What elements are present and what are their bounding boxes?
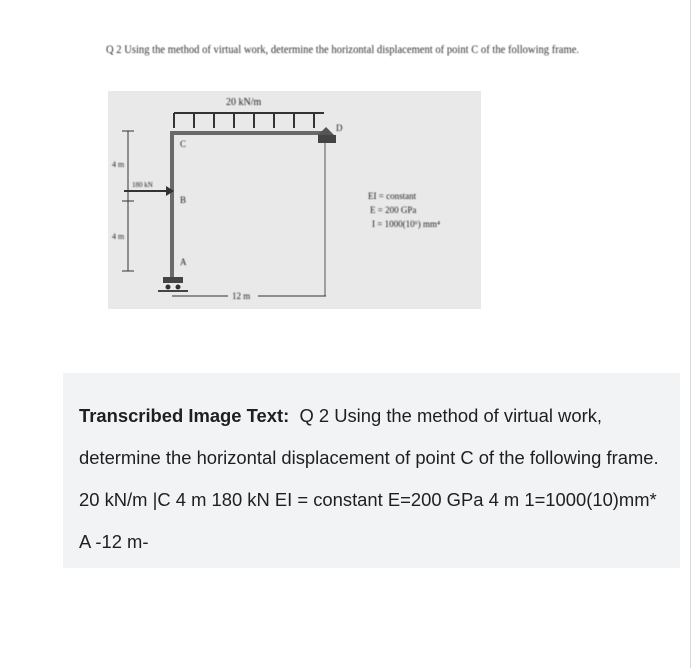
props-line-3: I = 1000(10⁶) mm⁴ — [372, 219, 441, 229]
transcribed-text-box — [63, 373, 680, 568]
question-text: Q 2 Using the method of virtual work, determine the horizontal displacement of point C of the following frame. — [106, 44, 580, 56]
transcribed-paragraph — [79, 395, 669, 563]
height-dimension — [122, 131, 134, 271]
props-line-2: E = 200 GPa — [370, 205, 417, 215]
frame-figure — [108, 91, 481, 309]
frame-members — [172, 131, 326, 281]
fixed-support-a — [158, 277, 188, 291]
point-d-label: D — [336, 123, 343, 133]
transcribed-body: Q 2 Using the method of virtual work, determine the horizontal displacement of point C of the following frame. 20 kN/m |C 4 m 180 kN EI = constant E=200 GPa 4 m 1=1000(10)mm* A -12 m- — [79, 405, 659, 552]
frame-diagram — [108, 91, 481, 309]
point-c-label: C — [180, 139, 187, 149]
load-label: 20 kN/m — [226, 97, 262, 108]
span-label: 12 m — [232, 291, 251, 301]
distributed-load-arrows — [174, 113, 324, 128]
point-load-label: 180 kN — [132, 181, 153, 189]
lower-height-label: 4 m — [112, 232, 125, 241]
upper-height-label: 4 m — [112, 160, 125, 169]
pin-support-d — [318, 127, 336, 143]
props-line-1: EI = constant — [368, 191, 417, 201]
point-a-label: A — [180, 257, 187, 267]
page-edge-divider — [690, 0, 691, 668]
transcribed-label: Transcribed Image Text: — [79, 405, 290, 426]
point-b-label: B — [180, 195, 187, 205]
